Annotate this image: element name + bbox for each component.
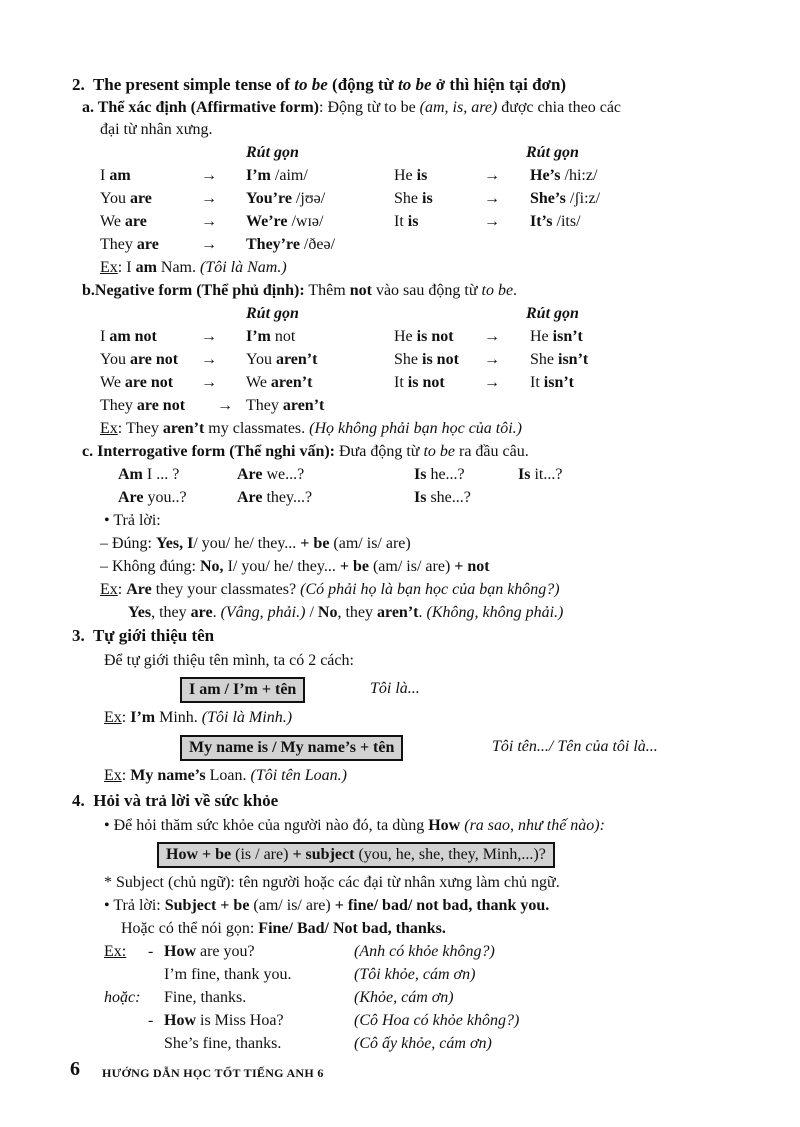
table-cell: We are bbox=[100, 213, 147, 230]
question-form: Is she...? bbox=[414, 489, 471, 506]
section-3-intro: Để tự giới thiệu tên mình, ta có 2 cách: bbox=[104, 652, 354, 669]
subject-note: * Subject (chủ ngữ): tên người hoặc các đại từ nhân xưng làm chủ ngữ. bbox=[104, 874, 560, 891]
rut-gon-heading: Rút gọn bbox=[526, 144, 579, 161]
table-cell: It isn’t bbox=[530, 374, 575, 391]
arrow: → bbox=[201, 236, 217, 253]
table-cell: I am bbox=[100, 167, 131, 184]
section-3-example-1: Ex: I’m Minh. (Tôi là Minh.) bbox=[104, 709, 293, 726]
question-form: Are you..? bbox=[118, 489, 187, 506]
table-cell: We’re /wɪə/ bbox=[246, 213, 324, 230]
dialogue-line: How are you? bbox=[164, 943, 255, 960]
arrow: → bbox=[484, 190, 500, 207]
table-cell: They’re /ðeə/ bbox=[246, 236, 336, 253]
arrow: → bbox=[484, 351, 500, 368]
dialogue-meaning: (Khỏe, cám ơn) bbox=[354, 989, 454, 1006]
formula-meaning: Tôi tên.../ Tên của tôi là... bbox=[492, 738, 658, 755]
dialogue-line: How is Miss Hoa? bbox=[164, 1012, 284, 1029]
affirmative-intro: a. Thể xác định (Affirmative form): Động từ to be (am, is, are) được chia theo các bbox=[82, 99, 622, 116]
negative-example: Ex: They aren’t my classmates. (Họ không phải bạn học của tôi.) bbox=[100, 420, 523, 437]
arrow: → bbox=[201, 328, 217, 345]
table-cell: She isn’t bbox=[530, 351, 589, 368]
arrow: → bbox=[484, 328, 500, 345]
rut-gon-heading: Rút gọn bbox=[526, 305, 579, 322]
dialogue-meaning: (Cô ấy khỏe, cám ơn) bbox=[354, 1035, 492, 1052]
section-4-intro: • Để hỏi thăm sức khỏe của người nào đó, ta dùng How (ra sao, như thế nào): bbox=[104, 817, 605, 834]
section-4-answer: • Trả lời: Subject + be (am/ is/ are) + fine/ bad/ not bad, thank you. bbox=[104, 897, 550, 914]
question-form: Am I ... ? bbox=[118, 466, 180, 483]
section-4-heading: 4. Hỏi và trả lời về sức khỏe bbox=[72, 791, 279, 810]
question-form: Are we...? bbox=[237, 466, 305, 483]
arrow: → bbox=[217, 397, 233, 414]
table-cell: You’re /jʊə/ bbox=[246, 190, 326, 207]
arrow: → bbox=[201, 190, 217, 207]
dialogue-line: Fine, thanks. bbox=[164, 989, 247, 1006]
arrow: → bbox=[201, 167, 217, 184]
dialogue-meaning: (Tôi khỏe, cám ơn) bbox=[354, 966, 476, 983]
table-cell: It is not bbox=[394, 374, 445, 391]
dash: - bbox=[148, 1012, 154, 1029]
table-cell: I’m not bbox=[246, 328, 296, 345]
question-form: Is it...? bbox=[518, 466, 563, 483]
question-form: Are they...? bbox=[237, 489, 313, 506]
dialogue-meaning: (Anh có khỏe không?) bbox=[354, 943, 495, 960]
formula-box-how: How + be (is / are) + subject (you, he, she, they, Minh,...)? bbox=[157, 842, 555, 868]
table-cell: I’m /aim/ bbox=[246, 167, 308, 184]
table-cell: It’s /its/ bbox=[530, 213, 581, 230]
book-title: HƯỚNG DẪN HỌC TỐT TIẾNG ANH 6 bbox=[102, 1066, 324, 1080]
table-cell: She is not bbox=[394, 351, 459, 368]
table-cell: She’s /ʃi:z/ bbox=[530, 190, 601, 207]
interrogative-responses: Yes, they are. (Vâng, phải.) / No, they aren’t. (Không, không phải.) bbox=[128, 604, 564, 621]
table-cell: It is bbox=[394, 213, 419, 230]
arrow: → bbox=[484, 374, 500, 391]
answer-yes: – Đúng: Yes, I/ you/ he/ they... + be (am/ is/ are) bbox=[100, 535, 411, 552]
table-cell: You aren’t bbox=[246, 351, 318, 368]
arrow: → bbox=[484, 167, 500, 184]
formula-meaning: Tôi là... bbox=[370, 680, 420, 697]
arrow: → bbox=[201, 351, 217, 368]
table-cell: We aren’t bbox=[246, 374, 313, 391]
table-cell: I am not bbox=[100, 328, 157, 345]
page-number: 6 bbox=[70, 1058, 80, 1080]
table-cell: He’s /hi:z/ bbox=[530, 167, 598, 184]
formula-box-iam: I am / I’m + tên bbox=[180, 677, 305, 703]
or-label: hoặc: bbox=[104, 989, 141, 1006]
arrow: → bbox=[484, 213, 500, 230]
section-4-short-answer: Hoặc có thể nói gọn: Fine/ Bad/ Not bad, thanks. bbox=[121, 920, 446, 937]
answer-no: – Không đúng: No, I/ you/ he/ they... + be (am/ is/ are) + not bbox=[100, 558, 490, 575]
answer-label: • Trả lời: bbox=[104, 512, 161, 529]
table-cell: They aren’t bbox=[246, 397, 325, 414]
table-cell: He is bbox=[394, 167, 428, 184]
rut-gon-heading: Rút gọn bbox=[246, 144, 299, 161]
interrogative-intro: c. Interrogative form (Thể nghi vấn): Đưa động từ to be ra đầu câu. bbox=[82, 443, 529, 460]
table-cell: They are not bbox=[100, 397, 186, 414]
rut-gon-heading: Rút gọn bbox=[246, 305, 299, 322]
table-cell: You are bbox=[100, 190, 152, 207]
table-cell: He isn’t bbox=[530, 328, 583, 345]
example-label: Ex: bbox=[104, 943, 127, 960]
table-cell: She is bbox=[394, 190, 433, 207]
dialogue-line: She’s fine, thanks. bbox=[164, 1035, 282, 1052]
table-cell: You are not bbox=[100, 351, 179, 368]
question-form: Is he...? bbox=[414, 466, 465, 483]
affirmative-example: Ex: I am Nam. (Tôi là Nam.) bbox=[100, 259, 287, 276]
arrow: → bbox=[201, 213, 217, 230]
table-cell: He is not bbox=[394, 328, 454, 345]
arrow: → bbox=[201, 374, 217, 391]
dialogue-meaning: (Cô Hoa có khỏe không?) bbox=[354, 1012, 520, 1029]
dialogue-line: I’m fine, thank you. bbox=[164, 966, 292, 983]
formula-box-myname: My name is / My name’s + tên bbox=[180, 735, 403, 761]
dash: - bbox=[148, 943, 154, 960]
table-cell: We are not bbox=[100, 374, 174, 391]
section-2-heading: 2. The present simple tense of to be (động từ to be ở thì hiện tại đơn) bbox=[72, 75, 567, 94]
section-3-heading: 3. Tự giới thiệu tên bbox=[72, 626, 215, 645]
negative-intro: b.Negative form (Thể phủ định): Thêm not vào sau động từ to be. bbox=[82, 282, 518, 299]
table-cell: They are bbox=[100, 236, 159, 253]
interrogative-example: Ex: Are they your classmates? (Có phải họ là bạn học của bạn không?) bbox=[100, 581, 560, 598]
affirmative-intro-cont: đại từ nhân xưng. bbox=[100, 121, 213, 138]
section-3-example-2: Ex: My name’s Loan. (Tôi tên Loan.) bbox=[104, 767, 347, 784]
